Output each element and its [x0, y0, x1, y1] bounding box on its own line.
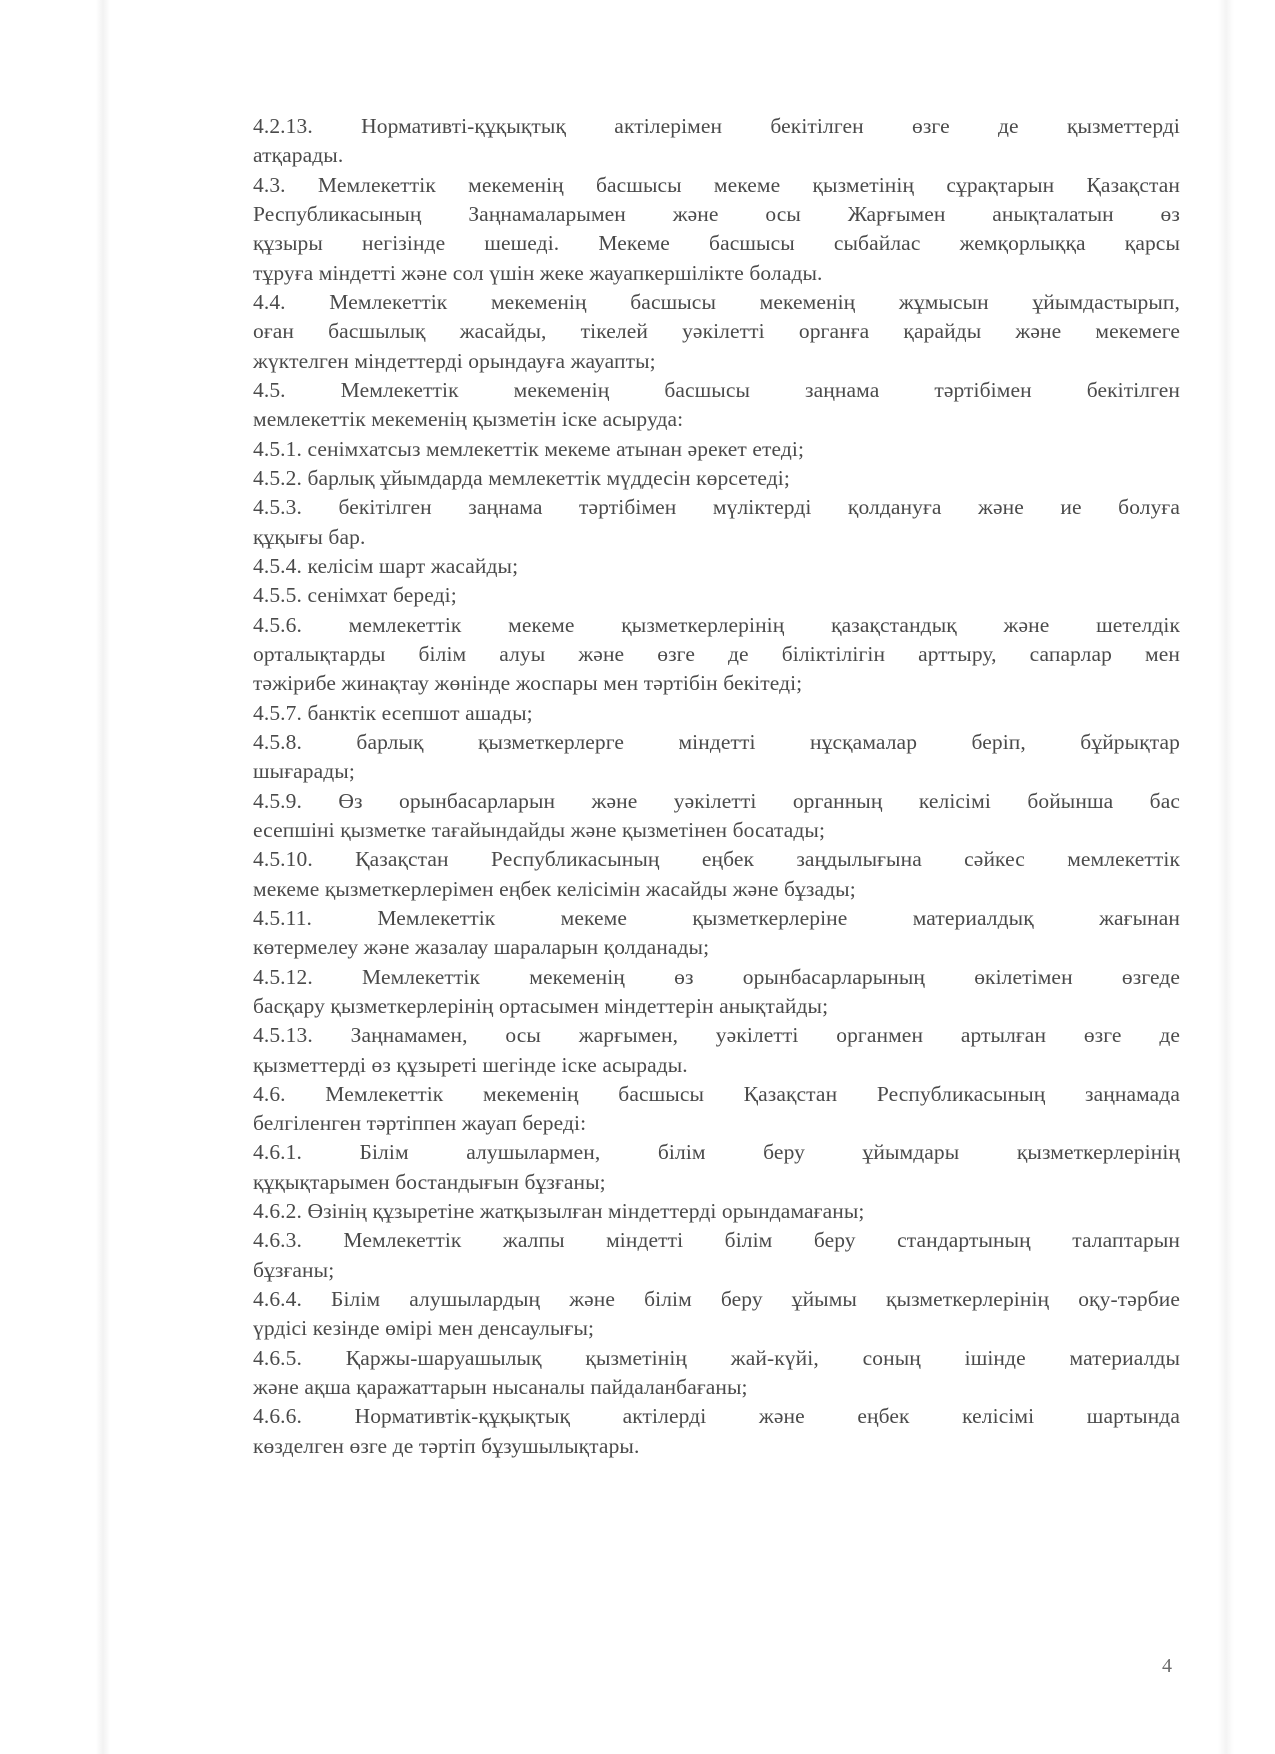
text-line: және ақша қаражаттарын нысаналы пайдаланбағаны; — [253, 1375, 748, 1400]
text-line: тұруға міндетті және сол үшін жеке жауапкершілікте болады. — [253, 260, 823, 285]
text-line: 4.5.11. Мемлекеттік мекеме қызметкерлеріне материалдық жағынан — [253, 905, 1180, 930]
text-line: мемлекеттік мекеменің қызметін іске асыруда: — [253, 407, 684, 432]
text-line: 4.5.2. барлық ұйымдарда мемлекеттік мүддесін көрсетеді; — [253, 465, 790, 490]
text-line: есепшіні қызметке тағайындайды және қызметінен босатады; — [253, 817, 826, 842]
text-line: үрдісі кезінде өмірі мен денсаулығы; — [253, 1316, 595, 1341]
text-line: 4.5.3. бекітілген заңнама тәртібімен мүліктерді қолдануға және ие болуға — [253, 495, 1180, 520]
text-line: 4.6.2. Өзінің құзыретіне жатқызылған міндеттерді орындамағаны; — [253, 1199, 865, 1224]
text-line: 4.5.7. банктік есепшот ашады; — [253, 700, 533, 725]
text-line: 4.6.4. Білім алушылардың және білім беру ұйымы қызметкерлерінің оқу-тәрбие — [253, 1287, 1180, 1312]
text-line: 4.5.12. Мемлекеттік мекеменің өз орынбасарларының өкілетімен өзгеде — [253, 964, 1180, 989]
text-line: 4.5. Мемлекеттік мекеменің басшысы заңнама тәртібімен бекітілген — [253, 377, 1180, 402]
text-line: атқарады. — [253, 143, 344, 168]
text-line: бұзғаны; — [253, 1257, 335, 1282]
scan-edge-shadow-left — [96, 0, 110, 1754]
page-number: 4 — [1162, 1655, 1172, 1677]
text-line: қызметтерді өз құзыреті шегінде іске асырады. — [253, 1052, 688, 1077]
text-line: құқықтарымен бостандығын бұзғаны; — [253, 1169, 606, 1194]
text-line: 4.6.6. Нормативтік-құқықтық актілерді және еңбек келісімі шартында — [253, 1404, 1180, 1429]
text-line: орталықтарды білім алуы және өзге де біліктілігін арттыру, сапарлар мен — [253, 641, 1180, 666]
text-line: көзделген өзге де тәртіп бұзушылықтары. — [253, 1433, 640, 1458]
text-line: оған басшылық жасайды, тікелей уәкілетті органға қарайды және мекемеге — [253, 319, 1180, 344]
text-line: 4.5.8. барлық қызметкерлерге міндетті нұсқамалар беріп, бұйрықтар — [253, 729, 1180, 754]
document-body — [253, 112, 1180, 1461]
text-line: жүктелген міндеттерді орындауға жауапты; — [253, 348, 656, 373]
text-line: 4.5.9. Өз орынбасарларын және уәкілетті органның келісімі бойынша бас — [253, 788, 1180, 813]
text-line: тәжірибе жинақтау жөнінде жоспары мен тәртібін бекітеді; — [253, 671, 803, 696]
text-line: 4.5.1. сенімхатсыз мемлекеттік мекеме атынан әрекет етеді; — [253, 436, 805, 461]
text-line: басқару қызметкерлерінің ортасымен міндеттерін анықтайды; — [253, 993, 829, 1018]
scan-edge-shadow-right — [1218, 0, 1234, 1754]
text-line: белгіленген тәртіппен жауап береді: — [253, 1111, 587, 1136]
text-line: 4.6.3. Мемлекеттік жалпы міндетті білім беру стандартының талаптарын — [253, 1228, 1180, 1253]
text-line: 4.6.5. Қаржы-шаруашылық қызметінің жай-күйі, соның ішінде материалды — [253, 1345, 1180, 1370]
text-line: 4.5.6. мемлекеттік мекеме қызметкерлерінің қазақстандық және шетелдік — [253, 612, 1180, 637]
text-line: 4.5.10. Қазақстан Республикасының еңбек заңдылығына сәйкес мемлекеттік — [253, 847, 1180, 872]
text-line: 4.4. Мемлекеттік мекеменің басшысы мекеменің жұмысын ұйымдастырып, — [253, 289, 1180, 314]
text-line: құзыры негізінде шешеді. Мекеме басшысы сыбайлас жемқорлыққа қарсы — [253, 231, 1180, 256]
text-line: 4.2.13. Нормативті-құқықтық актілерімен бекітілген өзге де қызметтерді — [253, 114, 1180, 138]
text-line: 4.5.13. Заңнамамен, осы жарғымен, уәкілетті органмен артылған өзге де — [253, 1023, 1180, 1048]
text-line: 4.6. Мемлекеттік мекеменің басшысы Қазақстан Республикасының заңнамада — [253, 1081, 1180, 1106]
text-line: құқығы бар. — [253, 524, 366, 549]
text-line: 4.6.1. Білім алушылармен, білім беру ұйымдары қызметкерлерінің — [253, 1140, 1180, 1165]
text-line: 4.3. Мемлекеттік мекеменің басшысы мекеме қызметінің сұрақтарын Қазақстан — [253, 172, 1180, 197]
text-line: мекеме қызметкерлерімен еңбек келісімін жасайды және бұзады; — [253, 876, 856, 901]
text-line: Республикасының Заңнамаларымен және осы Жарғымен анықталатын өз — [253, 201, 1180, 226]
text-line: шығарады; — [253, 759, 355, 784]
text-line: көтермелеу және жазалау шараларын қолданады; — [253, 935, 710, 960]
text-line: 4.5.5. сенімхат береді; — [253, 583, 457, 608]
text-line: 4.5.4. келісім шарт жасайды; — [253, 553, 519, 578]
